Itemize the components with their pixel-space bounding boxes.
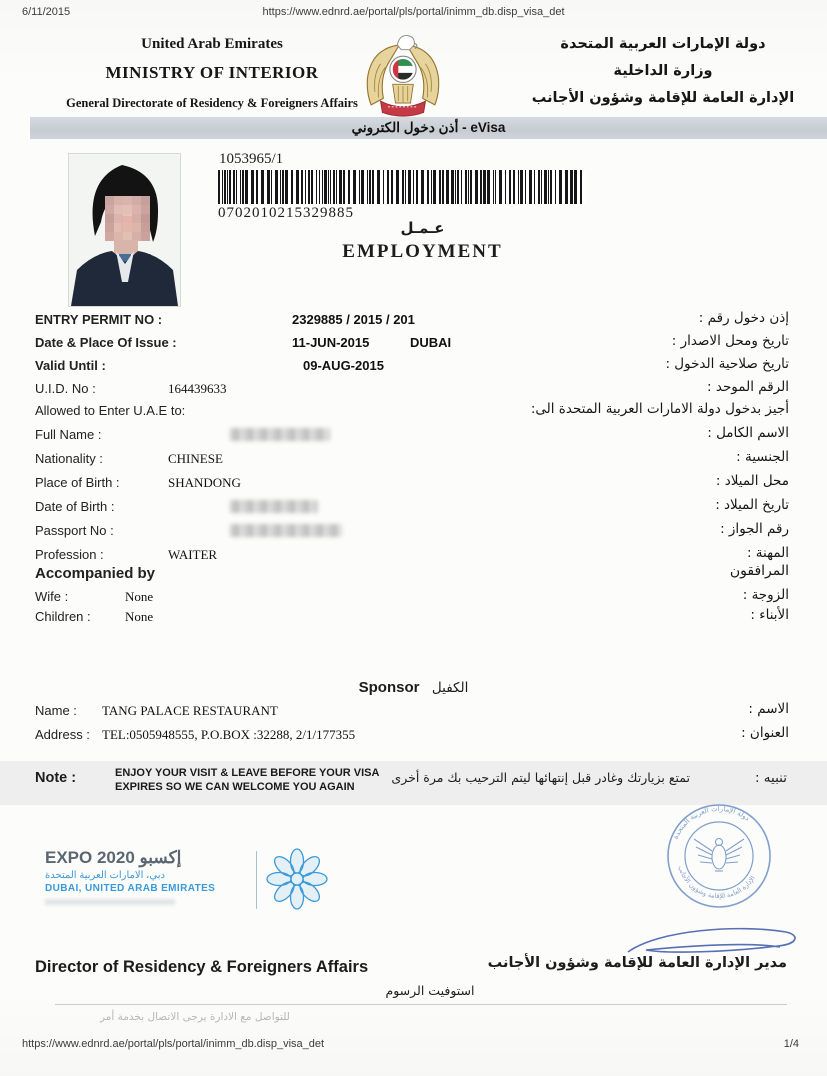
nationality-label-arabic: الجنسية :: [736, 449, 789, 465]
ministry-name: MINISTRY OF INTERIOR: [105, 63, 319, 82]
sponsor-title-arabic: الكفيل: [431, 680, 469, 696]
barcode: [218, 170, 586, 204]
note-label-arabic: تنبيه :: [754, 770, 787, 786]
allowed-label-arabic: أجيز بدخول دولة الامارات العربية المتحدة الى:: [530, 401, 789, 417]
evisa-title-banner: أذن دخول الكتروني - eVisa: [30, 117, 827, 139]
stamp-text-top: دولة الإمارات العربية المتحدة: [671, 804, 751, 841]
full-name-redacted-value: [230, 428, 330, 441]
issue-place-value: DUBAI: [410, 335, 452, 350]
sponsor-address-label-arabic: العنوان :: [741, 725, 789, 741]
row-allowed: [35, 403, 789, 423]
accompanied-header: [35, 565, 789, 587]
accompanied-title: Accompanied by: [35, 565, 156, 582]
entry-permit-value: 2329885 / 2015 / 201: [292, 312, 415, 327]
country-name-arabic: دولة الإمارات العربية المتحدة: [560, 36, 766, 52]
row-uid: [35, 381, 789, 401]
letterhead-english: [62, 36, 362, 111]
issue-label-arabic: تاريخ ومحل الاصدار :: [671, 333, 789, 349]
stamp-text-bottom: الإدارة العامة للإقامة وشؤون الأجانب: [676, 864, 757, 901]
accompanied-title-arabic: المرافقون: [729, 563, 789, 579]
row-profession: [35, 547, 789, 567]
expo-rosette-icon: [266, 848, 328, 915]
sponsor-header: [0, 679, 827, 697]
wife-label-arabic: الزوجة :: [742, 587, 789, 603]
entry-permit-label-arabic: إذن دخول رقم :: [698, 310, 789, 326]
children-value: None: [125, 609, 154, 624]
uid-value: 164439633: [168, 381, 227, 396]
barcode-number: 0702010215329885: [218, 205, 354, 221]
passport-redacted-value: [230, 524, 342, 537]
row-sponsor-address: [35, 727, 789, 747]
sponsor-address-value: TEL:0505948555, P.O.BOX :32288, 2/1/177355: [102, 727, 356, 742]
row-birth-date: [35, 499, 789, 519]
country-name: United Arab Emirates: [141, 36, 283, 52]
profession-value: WAITER: [168, 547, 218, 562]
birth-date-label-arabic: تاريخ الميلاد :: [715, 497, 789, 513]
row-passport: [35, 523, 789, 543]
sponsor-name-value: TANG PALACE RESTAURANT: [102, 703, 278, 718]
children-label: Children :: [35, 609, 91, 624]
valid-until-label-arabic: تاريخ صلاحية الدخول :: [665, 356, 789, 372]
note-line-2: EXPIRES SO WE CAN WELCOME YOU AGAIN: [115, 781, 355, 793]
director-title-english: Director of Residency & Foreigners Affairs: [35, 958, 369, 976]
footer-divider: [55, 1004, 787, 1005]
fees-collected-note: استوفيت الرسوم: [385, 983, 475, 998]
barcode-bars: [218, 170, 586, 204]
print-url: https://www.ednrd.ae/portal/pls/portal/inimm_db.disp_visa_det: [262, 6, 565, 18]
uid-label: U.I.D. No :: [35, 381, 96, 396]
row-full-name: [35, 427, 789, 447]
birth-place-value: SHANDONG: [168, 475, 241, 490]
uae-emblem-icon: [356, 30, 450, 118]
page-number: 1/4: [783, 1038, 799, 1050]
full-name-label: Full Name :: [35, 427, 102, 442]
row-children: [35, 609, 789, 629]
directorate-name-arabic: الإدارة العامة للإقامة وشؤون الأجانب: [531, 90, 795, 106]
contact-note-arabic: للتواصل مع الادارة يرجى الاتصال بخدمة أمر: [100, 1011, 290, 1023]
visa-file-number: 1053965/1: [219, 151, 284, 167]
row-sponsor-name: [35, 703, 789, 723]
visa-type-arabic: عـمـل: [400, 219, 445, 237]
profession-label: Profession :: [35, 547, 104, 562]
row-wife: [35, 589, 789, 609]
sponsor-name-label: Name :: [35, 703, 77, 718]
footer-url: https://www.ednrd.ae/portal/pls/portal/inimm_db.disp_visa_det: [22, 1038, 325, 1050]
row-entry-permit: [35, 312, 789, 332]
director-title-arabic: مدير الإدارة العامة للإقامة وشؤون الأجانب: [487, 955, 787, 971]
expo-subtitle-arabic: دبي، الامارات العربية المتحدة: [45, 870, 165, 881]
uid-label-arabic: الرقم الموحد :: [707, 379, 789, 395]
expo-fine-print-ghost: [45, 899, 175, 905]
passport-label: Passport No :: [35, 523, 114, 538]
issue-date-value: 11-JUN-2015: [292, 335, 370, 350]
wife-value: None: [125, 589, 154, 604]
stamp-falcon-icon: [694, 839, 744, 872]
children-label-arabic: الأبناء :: [750, 607, 789, 623]
birth-date-redacted-value: [230, 500, 318, 513]
ministry-name-arabic: وزارة الداخلية: [613, 63, 713, 79]
expo-2020-logo: [45, 848, 245, 905]
directorate-name: General Directorate of Residency & Foreigners Affairs: [66, 96, 358, 110]
note-text-arabic: تمتع بزيارتك وغادر قبل إنتهائها ليتم الترحيب بك مرة أخرى: [391, 770, 690, 785]
sponsor-title: Sponsor: [358, 679, 420, 696]
entry-permit-label: ENTRY PERMIT NO :: [35, 312, 163, 327]
passport-label-arabic: رقم الجواز :: [720, 521, 789, 537]
wife-label: Wife :: [35, 589, 69, 604]
valid-until-value: 09-AUG-2015: [303, 358, 384, 373]
letterhead-arabic: [513, 36, 813, 117]
row-valid-until: [35, 358, 789, 378]
visa-type-english: EMPLOYMENT: [342, 241, 503, 262]
row-issue: [35, 335, 789, 355]
nationality-label: Nationality :: [35, 451, 103, 466]
row-birth-place: [35, 475, 789, 495]
birth-place-label-arabic: محل الميلاد :: [715, 473, 789, 489]
valid-until-label: Valid Until :: [35, 358, 106, 373]
issue-label: Date & Place Of Issue :: [35, 335, 177, 350]
sponsor-address-label: Address :: [35, 727, 90, 742]
applicant-photo: [68, 153, 181, 307]
sponsor-name-label-arabic: الاسم :: [748, 701, 789, 717]
birth-date-label: Date of Birth :: [35, 499, 115, 514]
expo-subtitle-english: DUBAI, UNITED ARAB EMIRATES: [45, 883, 216, 894]
note-line-1: ENJOY YOUR VISIT & LEAVE BEFORE YOUR VISA: [115, 767, 380, 779]
expo-title: EXPO 2020 إكسبو: [45, 848, 182, 867]
note-label: Note :: [35, 770, 77, 786]
birth-place-label: Place of Birth :: [35, 475, 120, 490]
expo-logo-divider: [256, 851, 257, 909]
allowed-label: Allowed to Enter U.A.E to:: [35, 403, 186, 418]
nationality-value: CHINESE: [168, 451, 223, 466]
print-date: 6/11/2015: [22, 6, 71, 18]
full-name-label-arabic: الاسم الكامل :: [707, 425, 789, 441]
profession-label-arabic: المهنة :: [746, 545, 789, 561]
row-nationality: [35, 451, 789, 471]
